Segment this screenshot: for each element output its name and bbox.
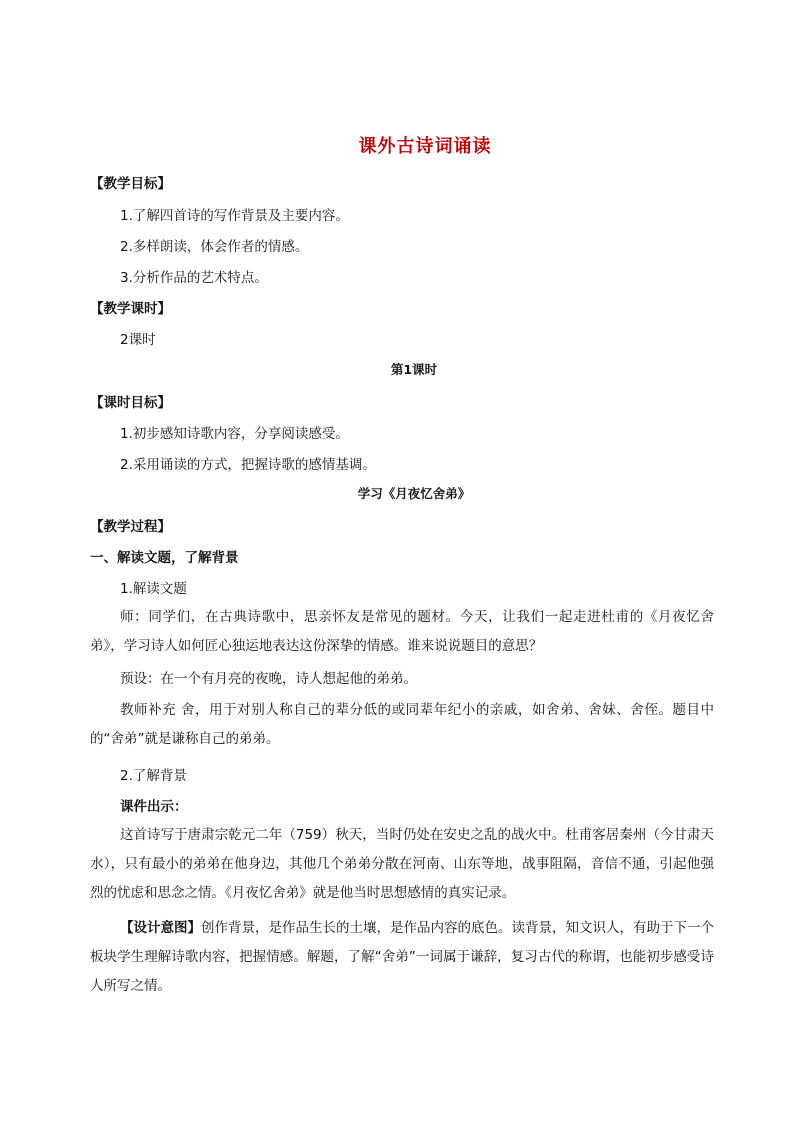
design-intent-text: 创作背景，是作品生长的土壤，是作品内容的底色。读背景，知文识人，有助于下一个板块学生理解诗歌内容，把握情感。解题，了解“舍弟”一词属于谦辞，复习古代的称谓，也能初步感受诗人所写之情。 <box>90 920 714 994</box>
teaching-hours-value: 2课时 <box>120 332 156 348</box>
lesson-goals-heading: 【课时目标】 <box>90 395 171 411</box>
lesson-heading: 第1课时 <box>390 362 438 377</box>
design-intent-paragraph <box>90 914 714 1001</box>
teaching-hours-heading: 【教学课时】 <box>90 301 171 317</box>
courseware-label: 课件出示： <box>120 799 188 815</box>
teaching-goal-2: 2.多样朗读，体会作者的情感。 <box>120 239 309 255</box>
supplement-paragraph: 教师补充 舍，用于对别人称自己的辈分低的或同辈年纪小的亲戚，如舍弟、舍妹、舍侄。题目中的“舍弟”就是谦称自己的弟弟。 <box>90 702 714 747</box>
teaching-goals-heading: 【教学目标】 <box>90 176 171 192</box>
study-title: 学习《月夜忆舍弟》 <box>357 486 471 501</box>
part1-title: 一、解读文题，了解背景 <box>90 550 239 566</box>
lesson-goal-2: 2.采用诵读的方式，把握诗歌的感情基调。 <box>120 457 376 473</box>
sub-heading-2: 2.了解背景 <box>120 768 187 784</box>
sub-heading-1: 1.解读文题 <box>120 581 187 597</box>
process-heading: 【教学过程】 <box>90 519 171 535</box>
teaching-goal-3: 3.分析作品的艺术特点。 <box>120 270 268 286</box>
lesson-goal-1: 1.初步感知诗歌内容，分享阅读感受。 <box>120 426 349 442</box>
teacher-intro-paragraph: 师：同学们，在古典诗歌中，思亲怀友是常见的题材。今天，让我们一起走进杜甫的《月夜忆舍弟》，学习诗人如何匠心独运地表达这份深挚的情感。谁来说说题目的意思？ <box>90 609 714 654</box>
preset-paragraph: 预设：在一个有月亮的夜晚，诗人想起他的弟弟。 <box>120 671 417 687</box>
teaching-goal-1: 1.了解四首诗的写作背景及主要内容。 <box>120 208 349 224</box>
background-paragraph: 这首诗写于唐肃宗乾元二年（759）秋天，当时仍处在安史之乱的战火中。杜甫客居秦州（今甘肃天水），只有最小的弟弟在他身边，其他几个弟弟分散在河南、山东等地，战事阻隔，音信不通，引起他强烈的忧虑和思念之情。《月夜忆舍弟》就是他当时思想感情的真实记录。 <box>90 827 714 901</box>
document-title: 课外古诗词诵读 <box>358 136 492 157</box>
design-intent-label: 【设计意图】 <box>120 920 201 936</box>
